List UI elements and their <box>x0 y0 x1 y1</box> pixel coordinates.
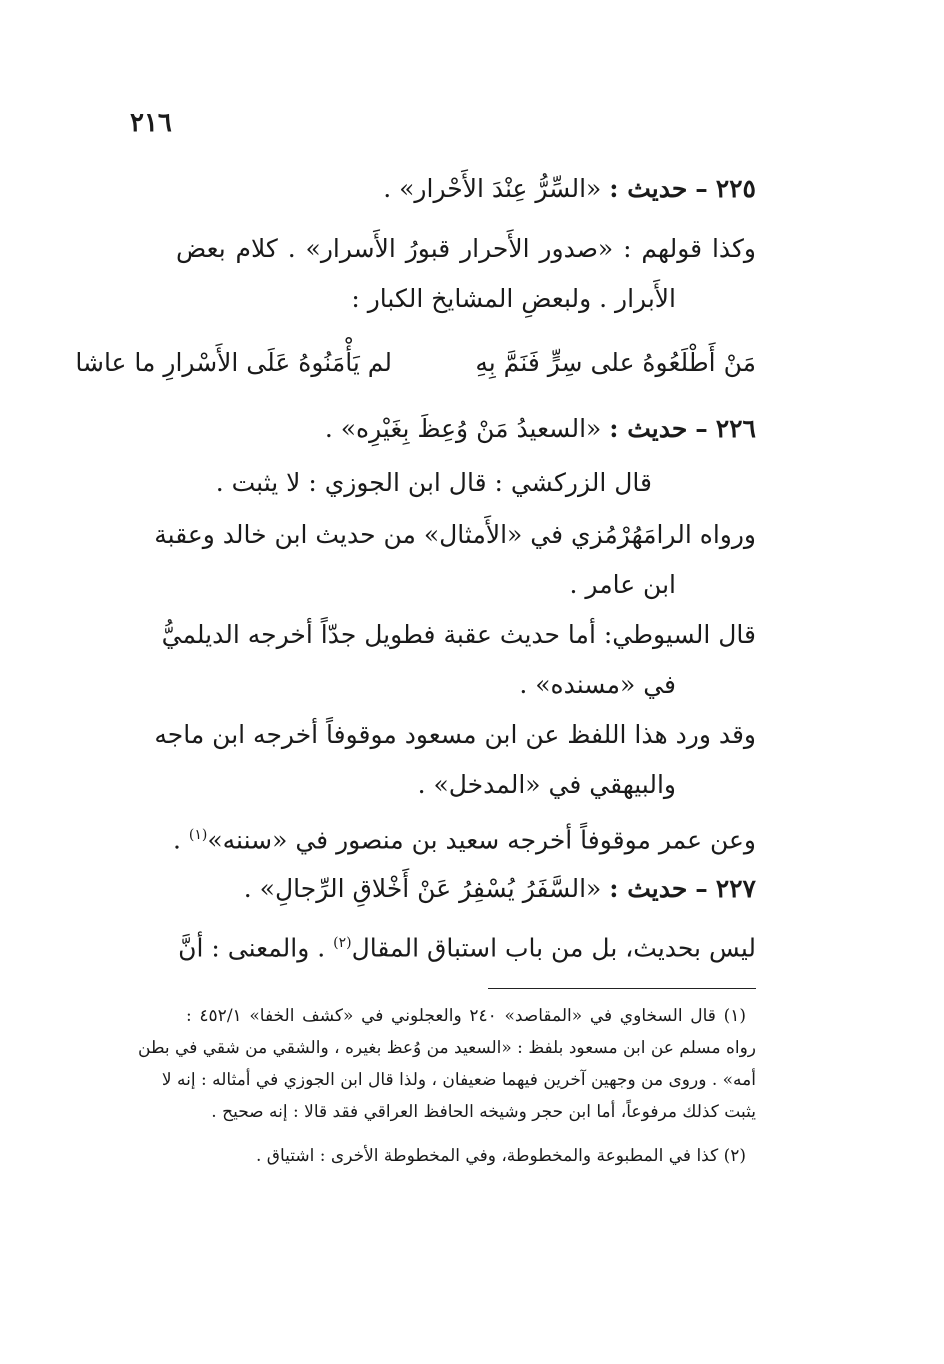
entry-label: حديث : <box>609 174 688 203</box>
body-line: والبيهقي في «المدخل» . <box>417 770 676 799</box>
entry-label: حديث : <box>609 414 688 443</box>
poem-hemistich-left: لم يَأْمَنُوهُ عَلَى الأَسْرارِ ما عاشا <box>75 348 392 377</box>
footnote-mark: (١) <box>188 827 208 843</box>
body-line: في «مسنده» . <box>519 670 676 699</box>
hadith-entry-225 <box>176 168 756 210</box>
poem-hemistich-right: مَنْ أَطْلَعُوهُ على سِرٍّ فَنَمَّ بِهِ <box>475 348 756 377</box>
footnote-line: (١) قال السخاوي في «المقاصد» ٢٤٠ والعجلوني في «كشف الخفا» ٤٥٢/١ : <box>186 1006 746 1026</box>
body-line: الأَبرار . ولبعضِ المشايخ الكبار : <box>351 284 676 313</box>
entry-number: ٢٢٥ <box>715 174 756 203</box>
footnote-line: أمه» . وروى من وجهين آخرين فيهما ضعيفان ، ولذا قال ابن الجوزي في أمثاله : إنه لا <box>161 1070 756 1090</box>
body-text: . <box>172 825 181 855</box>
hadith-entry-226 <box>176 408 756 450</box>
entry-dash: – <box>695 174 708 203</box>
footnote-divider <box>488 988 756 989</box>
footnote-line: رواه مسلم عن ابن مسعود بلفظ : «السعيد من وُعظ بغيره ، والشقي من شقي في بطن <box>138 1038 756 1058</box>
entry-dash: – <box>695 414 708 443</box>
body-line <box>178 922 756 969</box>
body-line: ورواه الرامَهُرْمُزي في «الأَمثال» من حديث ابن خالد وعقبة <box>154 520 756 549</box>
body-text: وعن عمر موقوفاً أخرجه سعيد بن منصور في «سننه» <box>207 825 756 855</box>
footnote-mark: (٢) <box>333 935 352 951</box>
footnote-line: يثبت كذلك مرفوعاً، أما ابن حجر وشيخه الحافظ العراقي فقد قالا : إنه صحيح . <box>211 1102 756 1122</box>
body-line: ابن عامر . <box>569 570 676 599</box>
entry-dash: – <box>695 874 708 903</box>
body-line: وقد ورد هذا اللفظ عن ابن مسعود موقوفاً أخرجه ابن ماجه <box>154 720 756 749</box>
entry-text: «السَّفَرُ يُسْفِرُ عَنْ أَخْلاقِ الرِّجالِ» . <box>243 874 602 903</box>
body-text: ليس بحديث، بل من باب استباق المقال <box>351 933 756 963</box>
body-line: وكذا قولهم : «صدور الأَحرار قبورُ الأَسرار» . كلام بعض <box>176 234 756 263</box>
body-line <box>172 814 756 861</box>
entry-number: ٢٢٦ <box>715 414 756 443</box>
hadith-entry-227 <box>176 868 756 910</box>
body-text: . والمعنى : أنَّ <box>178 933 326 963</box>
footnote-line: (٢) كذا في المطبوعة والمخطوطة، وفي المخطوطة الأخرى : اشتياق . <box>255 1146 746 1166</box>
entry-label: حديث : <box>609 874 688 903</box>
entry-number: ٢٢٧ <box>715 874 756 903</box>
entry-text: «السِّرُّ عِنْدَ الأَحْرار» . <box>383 174 602 203</box>
body-line: قال الزركشي : قال ابن الجوزي : لا يثبت . <box>215 468 652 497</box>
entry-text: «السعيدُ مَنْ وُعِظَ بِغَيْرِه» . <box>324 414 602 443</box>
page-number: ٢١٦ <box>130 108 172 138</box>
body-line: قال السيوطي: أما حديث عقبة فطويل جدّاً أخرجه الديلميُّ <box>161 620 756 649</box>
